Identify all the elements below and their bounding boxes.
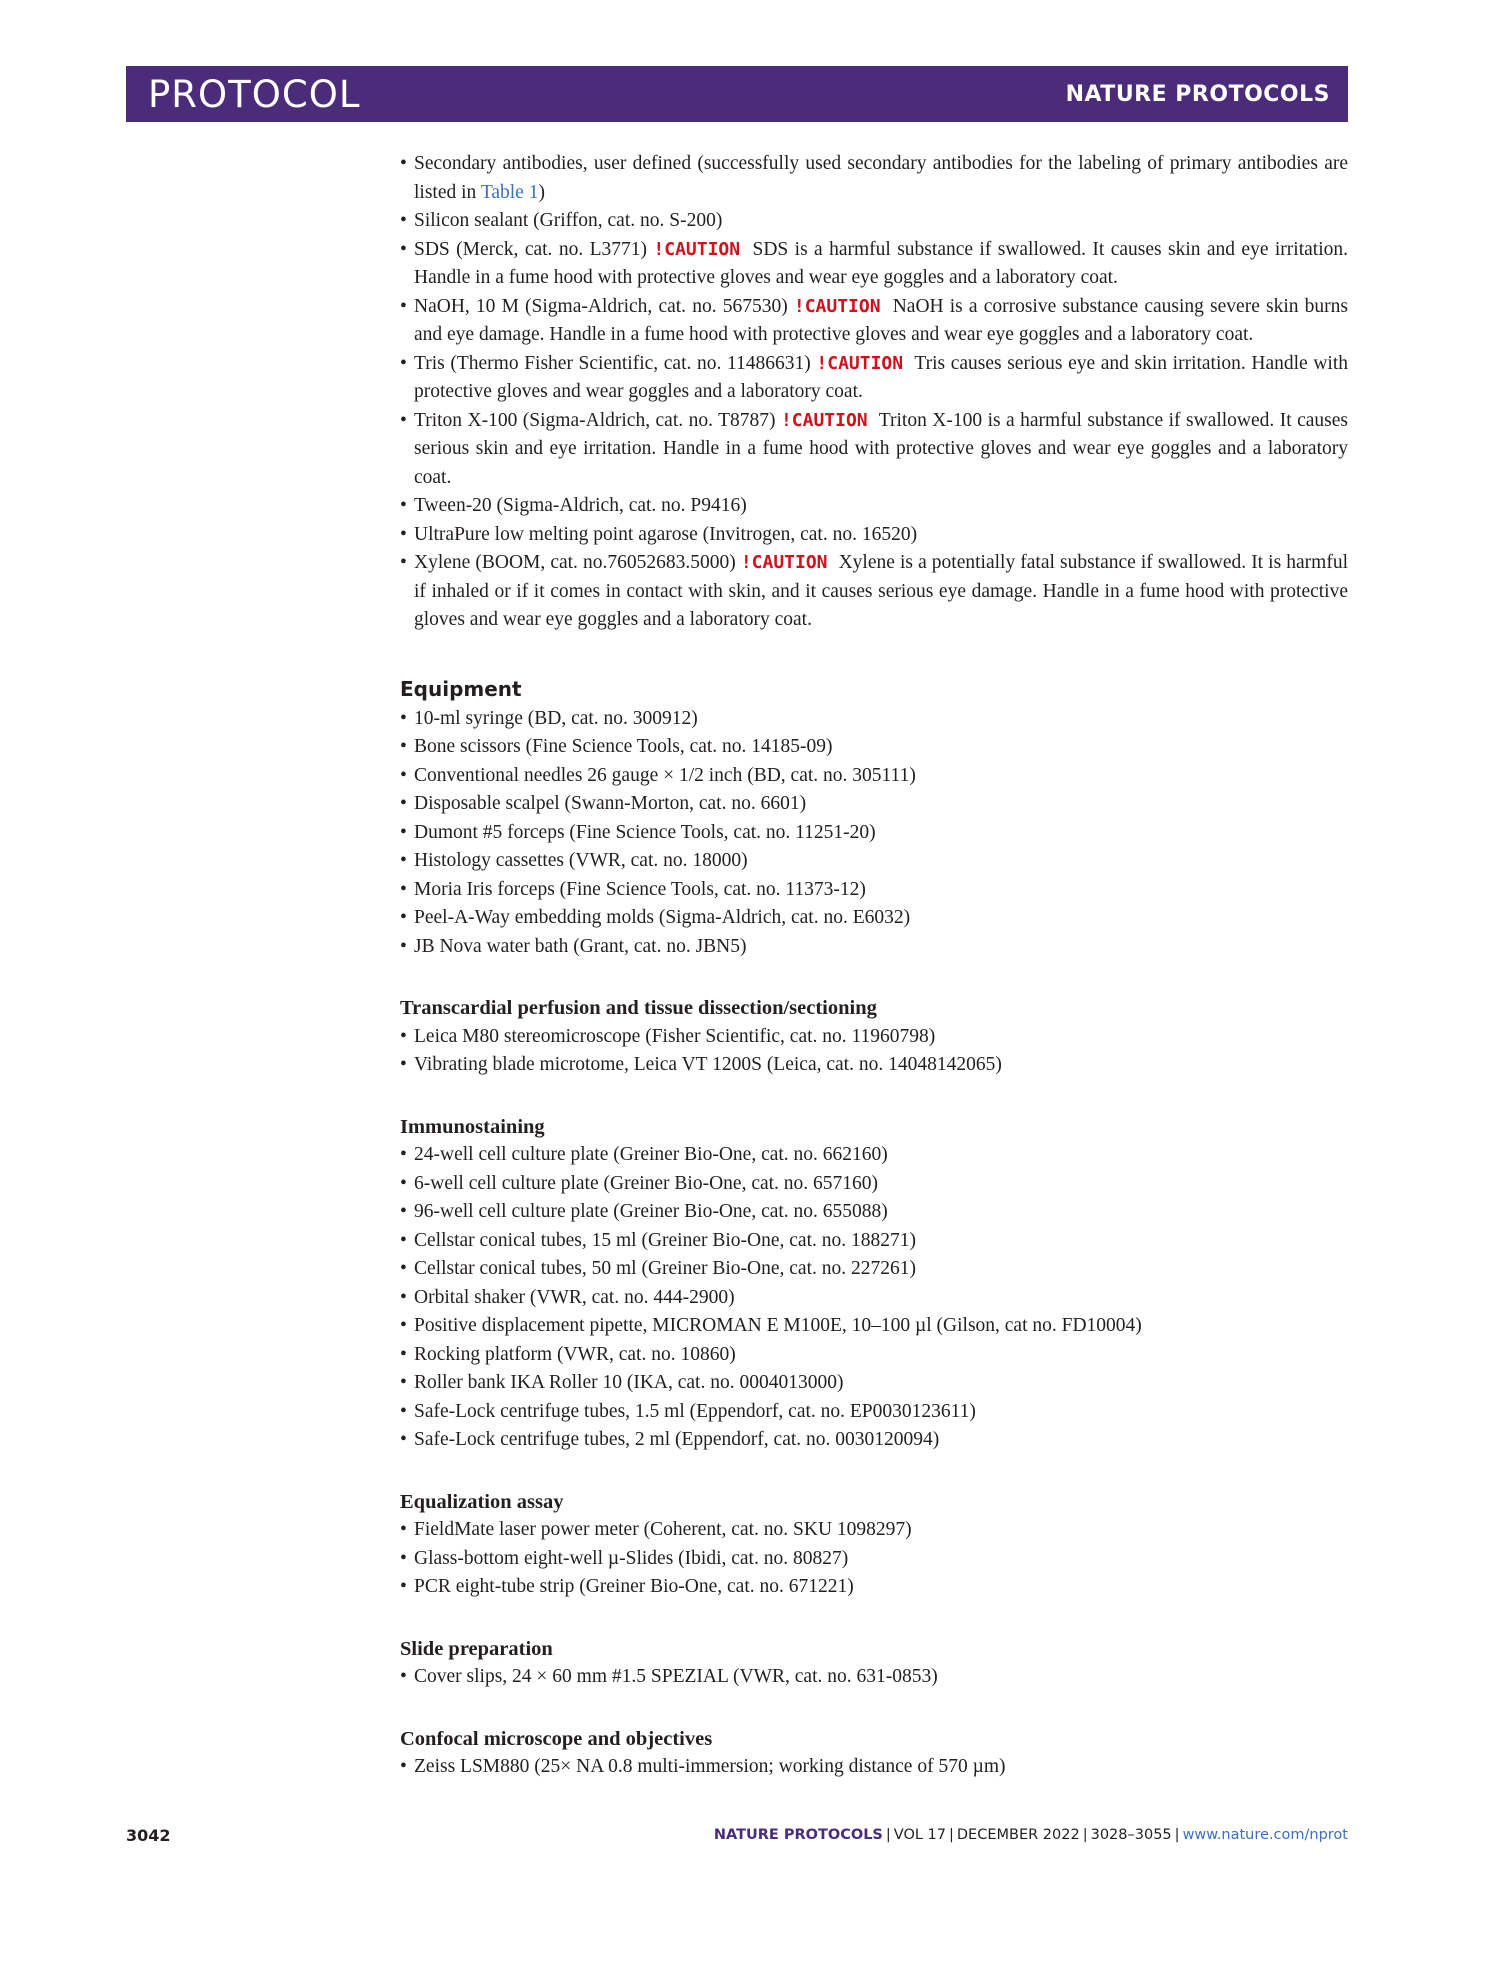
equipment-item: • Cellstar conical tubes, 50 ml (Greiner Bio-One, cat. no. 227261): [400, 1255, 1348, 1284]
equipment-item: • 96-well cell culture plate (Greiner Bio-One, cat. no. 655088): [400, 1198, 1348, 1227]
caution-label: !CAUTION: [816, 352, 904, 374]
reagent-item: • SDS (Merck, cat. no. L3771) !CAUTION SDS is a harmful substance if swallowed. It causes skin and eye irritation. Handle in a fume hood with protective gloves and wear eye goggles and a laboratory coat.: [400, 236, 1348, 293]
equipment-item: • Safe-Lock centrifuge tubes, 2 ml (Eppendorf, cat. no. 0030120094): [400, 1426, 1348, 1455]
equalization-list: [400, 1516, 1348, 1602]
reagent-item: • Silicon sealant (Griffon, cat. no. S-200): [400, 207, 1348, 236]
equipment-item: • Rocking platform (VWR, cat. no. 10860): [400, 1341, 1348, 1370]
journal-url-link[interactable]: www.nature.com/nprot: [1182, 1827, 1348, 1843]
confocal-heading: Confocal microscope and objectives: [400, 1727, 713, 1750]
equipment-item: • Moria Iris forceps (Fine Science Tools, cat. no. 11373-12): [400, 876, 1348, 905]
equalization-heading: Equalization assay: [400, 1490, 564, 1513]
equipment-item: • Leica M80 stereomicroscope (Fisher Scientific, cat. no. 11960798): [400, 1023, 1348, 1052]
caution-label: !CAUTION: [653, 238, 741, 260]
reagent-item: • NaOH, 10 M (Sigma-Aldrich, cat. no. 567530) !CAUTION NaOH is a corrosive substance causing severe skin burns and eye damage. Handle in a fume hood with protective gloves and wear eye goggles and a laboratory coat.: [400, 293, 1348, 350]
equipment-item: • FieldMate laser power meter (Coherent, cat. no. SKU 1098297): [400, 1516, 1348, 1545]
reagent-item: • Tween-20 (Sigma-Aldrich, cat. no. P9416): [400, 492, 1348, 521]
footer-date: DECEMBER 2022: [956, 1827, 1080, 1843]
equipment-item: • Cover slips, 24 × 60 mm #1.5 SPEZIAL (VWR, cat. no. 631-0853): [400, 1663, 1348, 1692]
page-content: [400, 150, 1348, 1782]
page-number: 3042: [126, 1826, 171, 1845]
confocal-list: [400, 1753, 1348, 1782]
equipment-item: • Zeiss LSM880 (25× NA 0.8 multi-immersion; working distance of 570 µm): [400, 1753, 1348, 1782]
reagent-item: • Tris (Thermo Fisher Scientific, cat. no. 11486631) !CAUTION Tris causes serious eye and skin irritation. Handle with protective gloves and wear goggles and a laboratory coat.: [400, 350, 1348, 407]
footer-volume: VOL 17: [893, 1827, 946, 1843]
equipment-item: • Histology cassettes (VWR, cat. no. 18000): [400, 847, 1348, 876]
reagent-item: • Xylene (BOOM, cat. no.76052683.5000) !CAUTION Xylene is a potentially fatal substance if swallowed. It is harmful if inhaled or if it comes in contact with skin, and it causes serious eye damage. Handle in a fume hood with protective gloves and wear eye goggles and a laboratory coat.: [400, 549, 1348, 635]
equipment-item: • Peel-A-Way embedding molds (Sigma-Aldrich, cat. no. E6032): [400, 904, 1348, 933]
equipment-item: • Positive displacement pipette, MICROMAN E M100E, 10–100 µl (Gilson, cat no. FD10004): [400, 1312, 1348, 1341]
table-1-link[interactable]: Table 1: [480, 181, 539, 203]
equipment-item: • Safe-Lock centrifuge tubes, 1.5 ml (Eppendorf, cat. no. EP0030123611): [400, 1398, 1348, 1427]
equipment-item: • PCR eight-tube strip (Greiner Bio-One, cat. no. 671221): [400, 1573, 1348, 1602]
slide-preparation-list: [400, 1663, 1348, 1692]
immunostaining-list: [400, 1141, 1348, 1455]
perfusion-heading: Transcardial perfusion and tissue dissection/sectioning: [400, 997, 877, 1019]
equipment-item: • 24-well cell culture plate (Greiner Bio-One, cat. no. 662160): [400, 1141, 1348, 1170]
perfusion-list: [400, 1023, 1348, 1080]
immunostaining-heading: Immunostaining: [400, 1115, 545, 1138]
footer-journal: NATURE PROTOCOLS: [713, 1827, 883, 1843]
caution-label: !CAUTION: [740, 552, 828, 573]
caution-label: !CAUTION: [793, 295, 881, 317]
footer-citation: NATURE PROTOCOLS | VOL 17 | DECEMBER 2022 | 3028–3055 | www.nature.com/nprot: [713, 1827, 1348, 1843]
equipment-item: • Glass-bottom eight-well µ-Slides (Ibidi, cat. no. 80827): [400, 1545, 1348, 1574]
footer-pages: 3028–3055: [1090, 1827, 1172, 1843]
equipment-item: • Dumont #5 forceps (Fine Science Tools, cat. no. 11251-20): [400, 819, 1348, 848]
article-type-label: PROTOCOL: [148, 72, 361, 116]
equipment-item: • Conventional needles 26 gauge × 1/2 inch (BD, cat. no. 305111): [400, 762, 1348, 791]
equipment-item: • Roller bank IKA Roller 10 (IKA, cat. no. 0004013000): [400, 1369, 1348, 1398]
running-header: [126, 66, 1348, 122]
equipment-item: • JB Nova water bath (Grant, cat. no. JBN5): [400, 933, 1348, 962]
equipment-item: • Cellstar conical tubes, 15 ml (Greiner Bio-One, cat. no. 188271): [400, 1227, 1348, 1256]
reagent-list: [400, 150, 1348, 635]
equipment-item: • Orbital shaker (VWR, cat. no. 444-2900): [400, 1284, 1348, 1313]
reagent-item: • UltraPure low melting point agarose (Invitrogen, cat. no. 16520): [400, 521, 1348, 550]
journal-name-header: NATURE PROTOCOLS: [1065, 81, 1330, 107]
caution-label: !CAUTION: [780, 409, 868, 431]
equipment-item: • 6-well cell culture plate (Greiner Bio-One, cat. no. 657160): [400, 1170, 1348, 1199]
equipment-heading: Equipment: [400, 676, 522, 701]
slide-preparation-heading: Slide preparation: [400, 1637, 553, 1660]
equipment-item: • Bone scissors (Fine Science Tools, cat. no. 14185-09): [400, 733, 1348, 762]
reagent-item: • Secondary antibodies, user defined (successfully used secondary antibodies for the labeling of primary antibodies are listed in Table 1): [400, 150, 1348, 207]
equipment-item: • Disposable scalpel (Swann-Morton, cat. no. 6601): [400, 790, 1348, 819]
equipment-item: • 10-ml syringe (BD, cat. no. 300912): [400, 705, 1348, 734]
equipment-list: [400, 705, 1348, 962]
reagent-item: • Triton X-100 (Sigma-Aldrich, cat. no. T8787) !CAUTION Triton X-100 is a harmful substance if swallowed. It causes serious skin and eye irritation. Handle in a fume hood with protective gloves and wear eye goggles and a laboratory coat.: [400, 407, 1348, 493]
equipment-item: • Vibrating blade microtome, Leica VT 1200S (Leica, cat. no. 14048142065): [400, 1051, 1348, 1080]
